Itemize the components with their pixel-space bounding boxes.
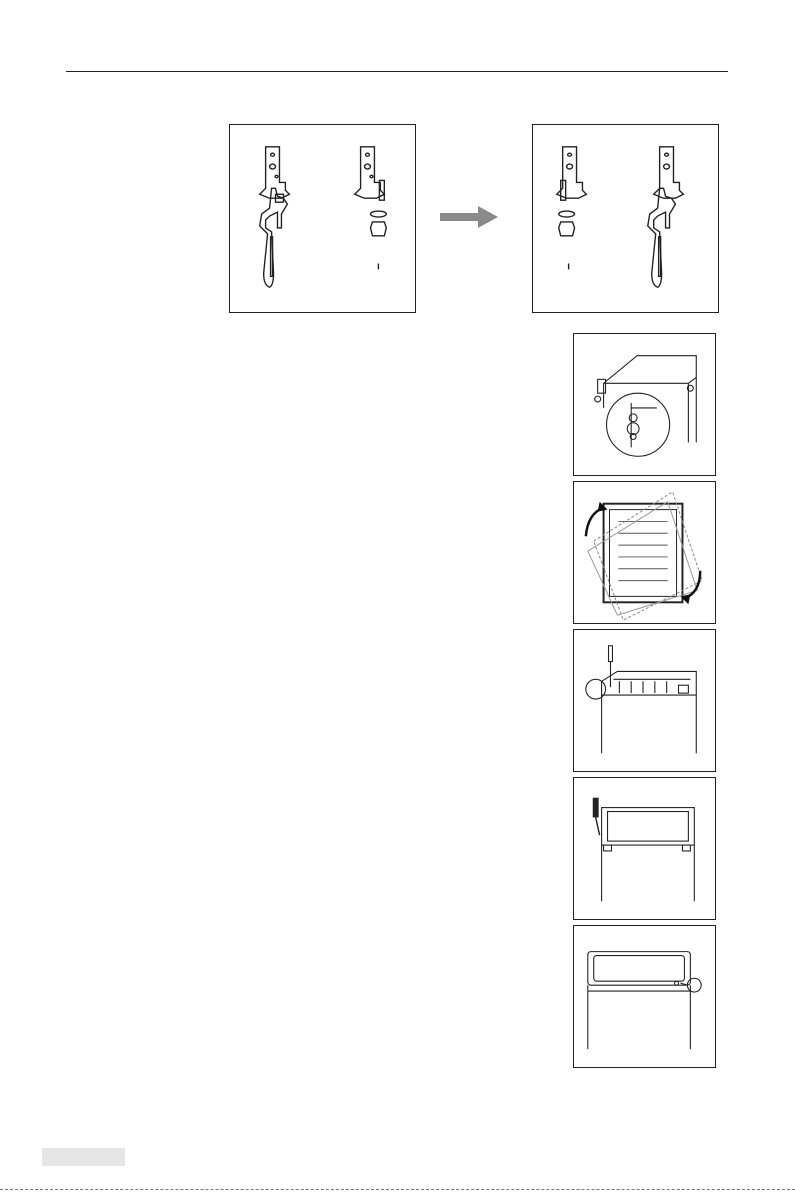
header-rule — [66, 71, 728, 72]
hinge-wrench-before-figure — [229, 124, 416, 313]
rotate-door-icon — [574, 482, 715, 623]
hinge-detail-icon — [574, 334, 715, 475]
arrow-right-icon — [440, 204, 500, 230]
top-cover-screw-figure — [573, 629, 716, 772]
page-number-box — [42, 1148, 125, 1166]
cabinet-top-screwdriver-figure — [573, 777, 716, 920]
hinge-wrench-after-figure — [532, 124, 719, 313]
cabinet-top-cover-fitted-figure — [573, 925, 716, 1068]
screwdriver-icon — [574, 630, 715, 771]
trim-line — [0, 1189, 795, 1190]
screwdriver-icon — [574, 778, 715, 919]
cabinet-icon — [574, 926, 715, 1067]
wrench-hinge-icon — [230, 125, 415, 312]
top-hinge-cabinet-figure — [573, 333, 716, 476]
door-rotate-figure — [573, 481, 716, 624]
wrench-hinge-icon — [533, 125, 718, 312]
